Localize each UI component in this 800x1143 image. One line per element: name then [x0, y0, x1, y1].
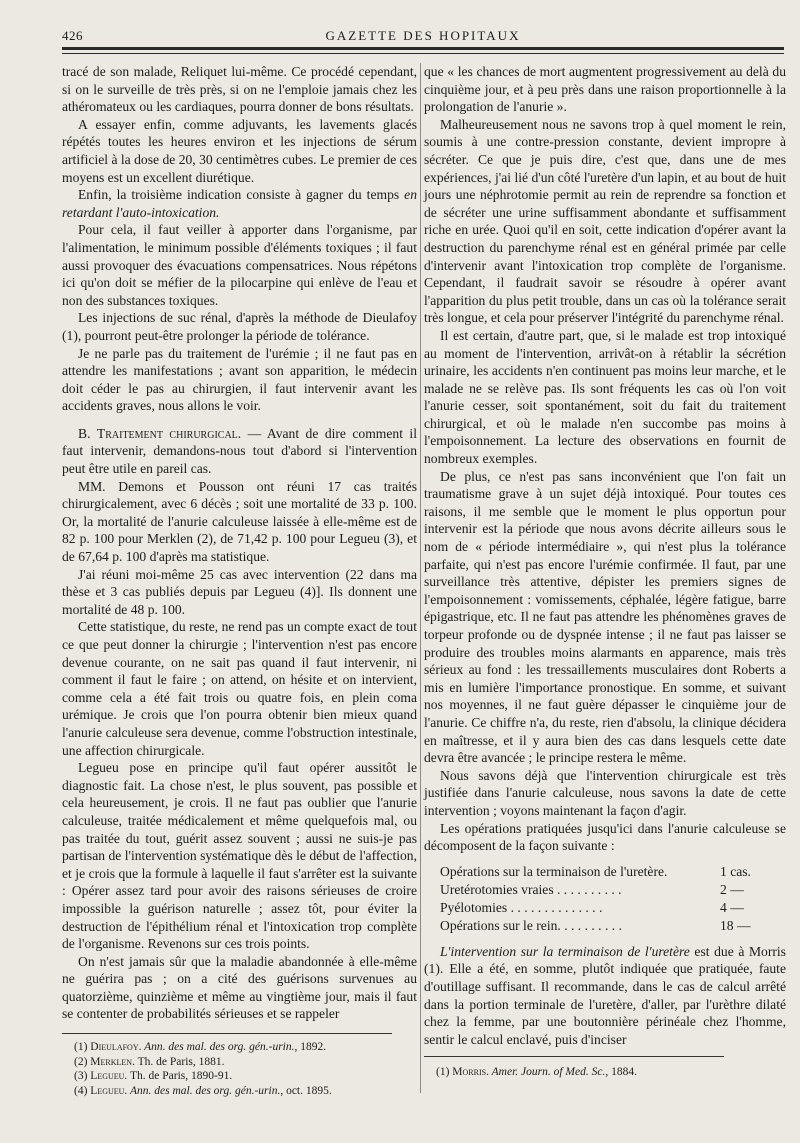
paragraph: Les opérations pratiquées jusqu'ici dans l'anurie calculeuse se décomposent de la façon suivante :	[424, 820, 786, 854]
footnote-author: Morris.	[452, 1066, 489, 1079]
footnote-number: (2)	[74, 1055, 91, 1068]
paragraph	[62, 186, 417, 221]
footnote	[424, 1065, 786, 1080]
left-column	[62, 63, 417, 1098]
footnote	[62, 1055, 417, 1070]
operation-count: 1 cas.	[720, 863, 751, 879]
paragraph: On n'est jamais sûr que la maladie abandonnée à elle-même ne guérira pas ; on a cité des guérisons survenues au quatorzième, quinzième et même au vingtième jour, mais il faut se contenter de probabilités sérieuses et se rappeler	[62, 953, 417, 1022]
paragraph: Je ne parle pas du traitement de l'urémie ; il ne faut pas en attendre les manifestations ; avant son apparition, le médecin doit céder le pas au chirurgien, il faut intervenir avant les accidents graves, nous allons le voir.	[62, 345, 417, 414]
paragraph: Nous savons déjà que l'intervention chirurgicale est très justifiée dans l'anurie calculeuse, nous savons la date de cette intervention ; voyons maintenant la façon d'agir.	[424, 767, 786, 818]
paragraph-text: Enfin, la troisième indication consiste à gagner du temps	[78, 187, 405, 203]
table-row	[440, 863, 768, 881]
paragraph: Les injections de suc rénal, d'après la méthode de Dieulafoy (1), pourront peut-être prolonger la période de tolérance.	[62, 310, 417, 343]
spacer	[62, 415, 417, 425]
operation-count: 4 —	[720, 899, 744, 915]
footnote-rest: , 1884.	[605, 1066, 637, 1079]
paragraph: tracé de son malade, Reliquet lui-même. Ce procédé cependant, si on le surveille de très près, si on ne l'emploie jamais chez les athéromateux ou les cardiaques, pourra donner de bons résultats.	[62, 64, 417, 115]
footnote-rest: , 1892.	[294, 1041, 327, 1054]
footnote-rest: Th. de Paris, 1890-91.	[127, 1070, 233, 1083]
footnote-rest: Th. de Paris, 1881.	[134, 1055, 225, 1068]
footnote-number: (1)	[436, 1066, 453, 1079]
paragraph: Legueu pose en principe qu'il faut opérer aussitôt le diagnostic fait. La chose n'est, le plus souvent, pas possible et cela heureusement, je crois. Il ne faut pas oublier que l'anurie calculeuse, traitée médicalement et même quelquefois mal, ou pas traitée du tout, guérit assez souvent ; aussi ne suis-je pas partisan de l'intervention systématique dès le début de l'affection, et je crois que la formule à laquelle il faut s'arrêter est la suivante : Opérer assez tard pour avoir des raisons sérieuses de croire impossible la guérison naturelle ; assez tôt, pour éviter la destruction de l'épithélium rénal et l'intoxication trop complète de l'organisme. Revenons sur ces trois points.	[62, 760, 417, 952]
paragraph: Pour cela, il faut veiller à apporter dans l'organisme, par l'alimentation, le minimum possible d'éléments toxiques ; il faut aussi provoquer des évacuations compensatrices. Nous répétons ici qu'on doit se méfier de la pilocarpine qui enlève de l'eau et non des substances toxiques.	[62, 222, 417, 308]
running-header	[62, 22, 784, 42]
paragraph: Il est certain, d'autre part, que, si le malade est trop intoxiqué au moment de l'intervention, arrivât-on à rétablir la sécrétion urinaire, les accidents n'en continuent pas moins leur marche, et le malade ne se relève pas. Ils sont fréquents les cas où l'on voit l'anurie cesser, soit spontanément, soit du fait du traitement chirurgical, et où le malade n'en succombe pas moins à l'empoisonnement. La lecture des observations en fournit de nombreux exemples.	[424, 327, 786, 467]
operation-count: 2 —	[720, 881, 744, 897]
footnote-rule	[424, 1056, 724, 1057]
column-separator	[420, 63, 421, 1093]
section-letter: B.	[78, 425, 97, 441]
emphasis-text: L'intervention sur la terminaison de l'uretère	[440, 943, 690, 959]
footnote-number: (1)	[74, 1041, 91, 1054]
footnote-author: Merklen.	[90, 1055, 135, 1068]
section-heading-paragraph	[62, 425, 417, 478]
paragraph: MM. Demons et Pousson ont réuni 17 cas traités chirurgicalement, avec 6 décès ; soit une mortalité de 33 p. 100. Or, la mortalité de l'anurie calculeuse laissée à elle-même est de 82 p. 100 pour Merklen (2), de 71,42 p. 100 pour Legueu (3), et de 67,64 p. 100 d'après ma statistique.	[62, 478, 417, 565]
operation-label: Opérations sur la terminaison de l'uretère.	[440, 863, 668, 879]
paragraph: De plus, ce n'est pas sans inconvénient que l'on fait un traumatisme grave à un sujet déjà intoxiqué. Pour toutes ces raisons, il me semble que le moment le plus opportun pour intervenir est la période que nous avons décrite ailleurs sous le nom de « période intermédiaire », qui n'est plus la tolérance parfaite, qui n'est pas encore l'urémie confirmée. Il faut, par une surveillance très attentive, dépister les premiers signes de l'empoisonnement : vomissements, céphalée, légère fatigue, barre épigastrique, etc. Il ne faut pas attendre les phénomènes graves de torpeur profonde ou de dyspnée intense ; il ne faut pas laisser se produire des troubles moins alarmants en apparence, mais très sérieux au fond : les tressaillements musculaires dont Roberts a mis en lumière l'importance pronostique. En somme, et suivant nos moyennes, il ne faut guère dépasser le cinquième jour de l'anurie. Ce chiffre n'a, du reste, rien d'absolu, la clinique décidera en maîtresse, et il y aura bien des cas dans lesquels cette date devra être avancée ; le principe restera le même.	[424, 468, 786, 766]
paragraph: Malheureusement nous ne savons trop à quel moment le rein, soumis à une contre-pression constante, devient impropre à sécréter. Ce que je puis dire, c'est que, dans une de mes expériences, j'ai lié d'un côté l'uretère d'un lapin, et au bout de huit jours une néphrotomie permit au rein de reprendre sa fonction et de sécréter une urine suffisamment abondante et suffisamment riche en urée. Quoi qu'il en soit, cette indication d'opérer avant la destruction du parenchyme rénal est en général primée par celle d'intervenir avant l'intoxication trop complète de l'organisme. Cependant, il faudrait savoir se résoudre à opérer avant l'apparition du plus petit trouble, dans un cas où la tolérance serait très longue, et cela pour préserver l'intégrité du parenchyme rénal.	[424, 116, 786, 326]
footnote-author: Dieulafoy.	[90, 1041, 142, 1054]
operation-label: Pyélotomies . . . . . . . . . . . . . .	[440, 899, 603, 915]
header-rule-thick	[62, 47, 784, 50]
paragraph: J'ai réuni moi-même 25 cas avec intervention (22 dans ma thèse et 3 cas publiés depuis par Legueu (4)]. Ils donnent une mortalité de 48 p. 100.	[62, 566, 417, 617]
footnotes	[62, 1040, 417, 1098]
section-title: Traitement chirurgical.	[96, 425, 242, 441]
table-row	[440, 917, 768, 935]
paragraph: que « les chances de mort augmentent progressivement au delà du cinquième jour, et à peu près dans une raison proportionnelle à la prolongation de l'anurie ».	[424, 64, 786, 115]
paragraph-text: — Avant de dire comment il faut intervenir, demandons-nous tout d'abord si l'intervention peut être utile en pareil cas.	[62, 425, 417, 477]
footnote	[62, 1040, 417, 1055]
operations-table	[440, 863, 768, 935]
footnote-rule	[62, 1033, 392, 1034]
operation-label: Uretérotomies vraies . . . . . . . . . .	[440, 881, 622, 897]
footnote-title: Amer. Journ. of Med. Sc.	[488, 1066, 606, 1079]
footnote-number: (3)	[74, 1070, 91, 1083]
footnote-number: (4)	[74, 1084, 91, 1097]
footnote-title: Ann. des mal. des org. gén.-urin.	[127, 1084, 281, 1097]
journal-title: GAZETTE DES HOPITAUX	[325, 28, 521, 43]
paragraph: A essayer enfin, comme adjuvants, les lavements glacés répétés toutes les heures environ et les injections de sérum artificiel à la dose de 20, 30 centimètres cubes. Le premier de ces moyens est un excellent diurétique.	[62, 116, 417, 185]
header-rule-thin	[62, 53, 784, 54]
paragraph: Cette statistique, du reste, ne rend pas un compte exact de tout ce que peut donner la chirurgie ; l'intervention n'est pas encore devenue courante, on ne sait pas quand il faut intervenir, ni comment il faut le faire ; on attend, on hésite et on intervient, comme cela a été fait trois ou quatre fois, en plein coma urémique. Je crois que l'on pourra obtenir bien mieux quand l'anurie calculeuse sera devenue, comme l'obstruction intestinale, une affection chirurgicale.	[62, 619, 417, 758]
footnote	[62, 1069, 417, 1084]
right-column	[424, 63, 786, 1080]
emphasis-text: en retardant l'auto-intoxication.	[62, 187, 417, 220]
footnote-rest: , oct. 1895.	[280, 1084, 332, 1097]
table-row	[440, 881, 768, 899]
paragraph	[424, 943, 786, 1049]
footnote-title: Ann. des mal. des org. gén.-urin.	[141, 1041, 295, 1054]
table-row	[440, 899, 768, 917]
page-number: 426	[62, 28, 83, 43]
footnote-author: Legueu.	[90, 1084, 128, 1097]
footnote	[62, 1084, 417, 1099]
operation-label: Opérations sur le rein. . . . . . . . . .	[440, 917, 622, 933]
footnote-author: Legueu.	[90, 1070, 128, 1083]
operation-count: 18 —	[720, 917, 751, 933]
paragraph-text: est due à Morris (1). Elle a été, en somme, plutôt indiquée que pratiquée, faute d'outillage suffisant. Il recommande, dans le cas de calcul arrêté dans la portion terminale de l'uretère, d'aller, par l'urèthre dilaté chez la femme, par une boutonnière périnéale chez l'homme, sentir le calcul enclavé, puis d'inciser	[424, 943, 786, 1047]
